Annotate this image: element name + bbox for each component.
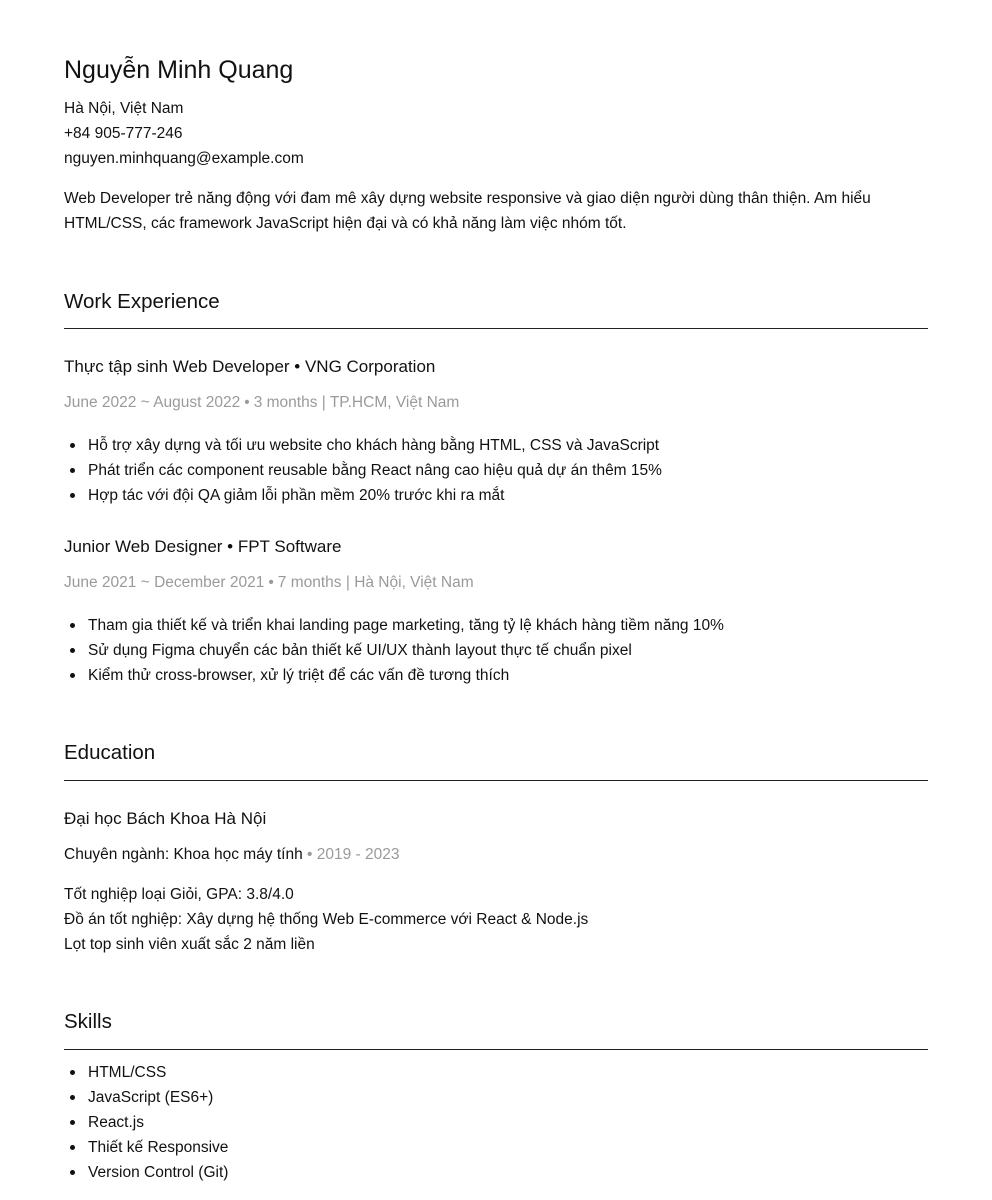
skills-section-title: Skills xyxy=(64,1010,112,1033)
job-title: Thực tập sinh Web Developer • VNG Corporation xyxy=(64,357,436,376)
education-section xyxy=(64,739,928,957)
skill-text: Version Control (Git) xyxy=(88,1164,229,1181)
bullet-icon xyxy=(70,468,75,473)
list-item xyxy=(64,638,928,663)
meta-separator: • xyxy=(307,846,313,863)
job-entry xyxy=(64,535,928,688)
list-item xyxy=(64,613,928,638)
skill-text: Thiết kế Responsive xyxy=(88,1139,229,1156)
bullet-icon xyxy=(70,648,75,653)
list-item-text: Phát triển các component reusable bằng React nâng cao hiệu quả dự án thêm 15% xyxy=(88,462,662,479)
job-duration: 3 months | TP.HCM, Việt Nam xyxy=(253,394,460,411)
list-item xyxy=(64,483,928,508)
major-text: Chuyên ngành: Khoa học máy tính xyxy=(64,846,303,863)
section-divider xyxy=(64,780,928,781)
skill-text: React.js xyxy=(88,1114,144,1131)
phone-text: +84 905-777-246 xyxy=(64,125,183,142)
location-text: Hà Nội, Việt Nam xyxy=(64,100,184,117)
list-item xyxy=(64,1060,928,1085)
education-meta xyxy=(64,844,928,866)
bullet-icon xyxy=(70,1170,75,1175)
job-dates: June 2021 ~ December 2021 xyxy=(64,574,265,591)
bullet-icon xyxy=(70,1120,75,1125)
candidate-name: Nguyễn Minh Quang xyxy=(64,56,294,84)
list-item-text: Tham gia thiết kế và triển khai landing page marketing, tăng tỷ lệ khách hàng tiềm năng 10% xyxy=(88,617,724,634)
school-name: Đại học Bách Khoa Hà Nội xyxy=(64,809,267,828)
skills-list xyxy=(64,1060,928,1185)
education-section-title: Education xyxy=(64,741,156,764)
summary-text: Web Developer trẻ năng động với đam mê xây dựng website responsive và giao diện người dùng thân thiện. Am hiểu HTML/CSS, các framework JavaScript hiện đại và có khả năng làm việc nhóm tốt. xyxy=(64,190,871,232)
education-detail-line: Tốt nghiệp loại Giỏi, GPA: 3.8/4.0 xyxy=(64,886,294,903)
job-title: Junior Web Designer • FPT Software xyxy=(64,537,342,556)
bullet-icon xyxy=(70,623,75,628)
skill-text: JavaScript (ES6+) xyxy=(88,1089,214,1106)
job-meta xyxy=(64,572,928,594)
list-item xyxy=(64,1085,928,1110)
job-duration: 7 months | Hà Nội, Việt Nam xyxy=(277,574,474,591)
bullet-icon xyxy=(70,673,75,678)
job-entry xyxy=(64,355,928,508)
education-years: 2019 - 2023 xyxy=(316,846,400,863)
education-detail-line: Lọt top sinh viên xuất sắc 2 năm liền xyxy=(64,936,315,953)
list-item xyxy=(64,433,928,458)
list-item xyxy=(64,458,928,483)
job-meta xyxy=(64,392,928,414)
list-item-text: Kiểm thử cross-browser, xử lý triệt để các vấn đề tương thích xyxy=(88,667,510,684)
contact-block xyxy=(64,96,928,171)
job-bullets xyxy=(64,613,928,688)
list-item-text: Hỗ trợ xây dựng và tối ưu website cho khách hàng bằng HTML, CSS và JavaScript xyxy=(88,437,660,454)
list-item xyxy=(64,1160,928,1185)
email-text: nguyen.minhquang@example.com xyxy=(64,150,304,167)
work-section xyxy=(64,288,928,688)
section-divider xyxy=(64,328,928,329)
bullet-icon xyxy=(70,1145,75,1150)
education-details xyxy=(64,882,928,957)
list-item xyxy=(64,663,928,688)
bullet-icon xyxy=(70,1095,75,1100)
job-bullets xyxy=(64,433,928,508)
list-item xyxy=(64,1135,928,1160)
education-detail-line: Đồ án tốt nghiệp: Xây dựng hệ thống Web E-commerce với React & Node.js xyxy=(64,911,589,928)
skill-text: HTML/CSS xyxy=(88,1064,167,1081)
job-dates: June 2022 ~ August 2022 xyxy=(64,394,241,411)
section-divider xyxy=(64,1049,928,1050)
list-item-text: Sử dụng Figma chuyển các bản thiết kế UI/UX thành layout thực tế chuẩn pixel xyxy=(88,642,632,659)
meta-separator: • xyxy=(268,574,274,591)
meta-separator: • xyxy=(244,394,250,411)
bullet-icon xyxy=(70,1070,75,1075)
work-section-title: Work Experience xyxy=(64,290,220,313)
education-entry xyxy=(64,807,928,957)
bullet-icon xyxy=(70,493,75,498)
skills-section xyxy=(64,1008,928,1185)
bullet-icon xyxy=(70,443,75,448)
list-item-text: Hợp tác với đội QA giảm lỗi phần mềm 20% trước khi ra mắt xyxy=(88,487,505,504)
list-item xyxy=(64,1110,928,1135)
